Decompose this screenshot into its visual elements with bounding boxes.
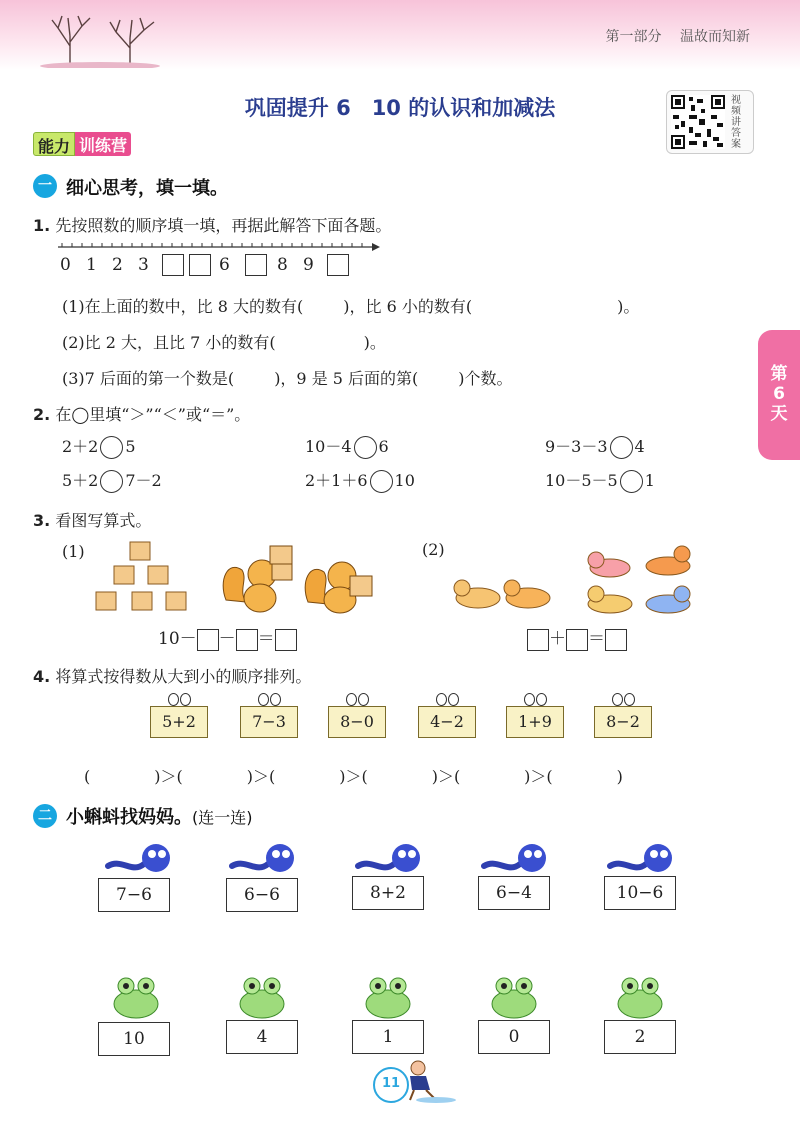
nl-value: 6	[219, 254, 230, 275]
q2-left: 9－3－3	[545, 437, 608, 456]
q2-left: 2＋1＋6	[305, 471, 368, 490]
card-eye-icon	[346, 693, 357, 706]
q2-number: 2.	[33, 405, 51, 424]
nl-value: 0	[60, 254, 71, 275]
day-tab	[758, 330, 800, 460]
card-eye-icon	[612, 693, 623, 706]
expression-card[interactable]: 4−2	[418, 706, 476, 738]
q1-prompt	[33, 213, 391, 236]
squirrels-illustration	[218, 540, 378, 616]
q2-left: 2＋2	[62, 437, 99, 456]
q3-part1-equation	[158, 624, 297, 651]
day-tab-suffix: 天	[770, 404, 788, 424]
expression-card[interactable]: 7−3	[240, 706, 298, 738]
card-eye-icon	[524, 693, 535, 706]
answer-box[interactable]	[162, 254, 184, 276]
nl-value: 3	[138, 254, 149, 275]
frog-card[interactable]: 1	[352, 1020, 424, 1054]
section2-title-text: 小蝌蚪找妈妈。	[66, 807, 192, 828]
frog-icon	[486, 972, 542, 1022]
q1-sub2-a: (2)比 2 大，且比 7 小的数有(	[62, 333, 276, 352]
answer-box[interactable]	[275, 629, 297, 651]
expression-card[interactable]: 8−2	[594, 706, 652, 738]
header-subtitle: 温故而知新	[680, 29, 750, 45]
q2-item	[62, 468, 162, 493]
q1-sub1-b: )，比 6 小的数有(	[343, 297, 473, 316]
q2-left: 10－4	[305, 437, 352, 456]
card-eye-icon	[436, 693, 447, 706]
frog-icon	[612, 972, 668, 1022]
q2-prompt	[33, 402, 250, 425]
day-tab-prefix: 第	[770, 364, 788, 384]
header-part: 第一部分	[605, 29, 662, 45]
q1-sub3-b: )，9 是 5 后面的第(	[274, 369, 419, 388]
answer-box[interactable]	[197, 629, 219, 651]
compare-circle[interactable]	[370, 470, 393, 493]
q3-text: 看图写算式。	[55, 511, 152, 530]
tadpole-card[interactable]: 8+2	[352, 876, 424, 910]
eq-equals: ＝	[588, 629, 605, 649]
expression-card[interactable]: 1+9	[506, 706, 564, 738]
q1-sub2-b: )。	[363, 333, 386, 352]
q1-sub3	[62, 366, 513, 389]
q2-item	[62, 434, 136, 459]
q3-prompt	[33, 508, 151, 531]
badge-part-a: 能力	[33, 132, 75, 156]
eq-start: 10－	[158, 629, 197, 649]
number-line-axis	[58, 240, 382, 254]
expression-card[interactable]: 5+2	[150, 706, 208, 738]
card-eye-icon	[180, 693, 191, 706]
qr-code-box[interactable]	[666, 90, 754, 154]
cube-blocks-illustration	[92, 538, 192, 614]
answer-box[interactable]	[189, 254, 211, 276]
qr-code-icon	[671, 95, 725, 149]
answer-box[interactable]	[566, 629, 588, 651]
compare-circle[interactable]	[100, 470, 123, 493]
section1-number: 一	[33, 174, 57, 198]
tadpole-icon	[104, 840, 174, 880]
winter-trees-illustration	[40, 6, 170, 68]
card-eye-icon	[448, 693, 459, 706]
q2-item	[305, 434, 389, 459]
q2-item	[305, 468, 415, 493]
q3-number: 3.	[33, 511, 51, 530]
expression-card[interactable]: 8−0	[328, 706, 386, 738]
tadpole-icon	[354, 840, 424, 880]
answer-box[interactable]	[236, 629, 258, 651]
header-section-label	[592, 26, 750, 46]
number-line-values	[60, 254, 349, 276]
nl-value: 2	[112, 254, 123, 275]
answer-box[interactable]	[527, 629, 549, 651]
page-title: 巩固提升 6 10 的认识和加减法	[244, 96, 556, 120]
q2-text: 在◯里填“＞”“＜”或“＝”。	[55, 405, 251, 424]
ability-badge	[33, 132, 131, 156]
page-header	[0, 0, 800, 70]
tadpole-icon	[480, 840, 550, 880]
q2-right: 6	[378, 437, 389, 456]
card-eye-icon	[624, 693, 635, 706]
frog-card[interactable]: 2	[604, 1020, 676, 1054]
answer-box[interactable]	[245, 254, 267, 276]
q3-part2-equation	[527, 624, 627, 651]
tadpole-icon	[606, 840, 676, 880]
q2-right: 5	[125, 437, 136, 456]
day-tab-number: 6	[773, 384, 785, 404]
eq-equals: ＝	[257, 629, 275, 649]
nl-value: 1	[86, 254, 97, 275]
card-eye-icon	[358, 693, 369, 706]
section2-note: (连一连)	[192, 808, 253, 827]
q1-sub1	[62, 294, 639, 317]
card-eye-icon	[536, 693, 547, 706]
q1-sub2	[62, 330, 386, 353]
q4-answer-line[interactable]: ( )＞( )＞( )＞( )＞( )＞( )	[84, 767, 623, 786]
answer-box[interactable]	[605, 629, 627, 651]
q2-item	[545, 468, 655, 493]
q1-number: 1.	[33, 216, 51, 235]
q4-prompt	[33, 664, 311, 687]
qr-label: 视频讲答案	[731, 95, 741, 150]
tadpole-card[interactable]: 6−4	[478, 876, 550, 910]
tadpole-card[interactable]: 10−6	[604, 876, 676, 910]
nl-value: 9	[303, 254, 314, 275]
frog-card[interactable]: 10	[98, 1022, 170, 1056]
compare-circle[interactable]	[354, 436, 377, 459]
q3-part1-label: (1)	[62, 542, 85, 561]
nl-value: 8	[277, 254, 288, 275]
page-number: 11	[373, 1067, 409, 1103]
card-eye-icon	[168, 693, 179, 706]
frog-icon	[108, 972, 164, 1022]
answer-box[interactable]	[327, 254, 349, 276]
card-eye-icon	[270, 693, 281, 706]
tadpole-card[interactable]: 6−6	[226, 878, 298, 912]
tadpole-icon	[228, 840, 298, 880]
q2-right: 4	[634, 437, 645, 456]
section2-number: 二	[33, 804, 57, 828]
tadpole-card[interactable]: 7−6	[98, 878, 170, 912]
card-eye-icon	[258, 693, 269, 706]
q2-right: 10	[394, 471, 415, 490]
q2-left: 10－5－5	[545, 471, 618, 490]
section2-title	[66, 803, 253, 829]
q4-number: 4.	[33, 667, 51, 686]
frog-icon	[234, 972, 290, 1022]
skating-kid-illustration	[400, 1058, 460, 1104]
badge-part-b: 训练营	[75, 132, 131, 156]
q1-sub1-a: (1)在上面的数中，比 8 大的数有(	[62, 297, 304, 316]
compare-circle[interactable]	[100, 436, 123, 459]
q2-right: 1	[644, 471, 655, 490]
kittens-illustration	[450, 540, 700, 620]
q1-sub3-c: )个数。	[458, 369, 513, 388]
q2-item	[545, 434, 645, 459]
q1-sub1-c: )。	[617, 297, 640, 316]
frog-card[interactable]: 4	[226, 1020, 298, 1054]
q1-text: 先按照数的顺序填一填，再据此解答下面各题。	[55, 216, 392, 235]
frog-icon	[360, 972, 416, 1022]
compare-circle[interactable]	[620, 470, 643, 493]
compare-circle[interactable]	[610, 436, 633, 459]
q3-part2-label: (2)	[422, 540, 445, 559]
frog-card[interactable]: 0	[478, 1020, 550, 1054]
q1-sub3-a: (3)7 后面的第一个数是(	[62, 369, 235, 388]
section1-title: 细心思考，填一填。	[66, 178, 228, 199]
eq-operator: ＋	[549, 629, 566, 649]
q4-text: 将算式按得数从大到小的顺序排列。	[55, 667, 312, 686]
q2-left: 5＋2	[62, 471, 99, 490]
q2-right: 7－2	[125, 471, 162, 490]
eq-operator: －	[218, 629, 236, 649]
